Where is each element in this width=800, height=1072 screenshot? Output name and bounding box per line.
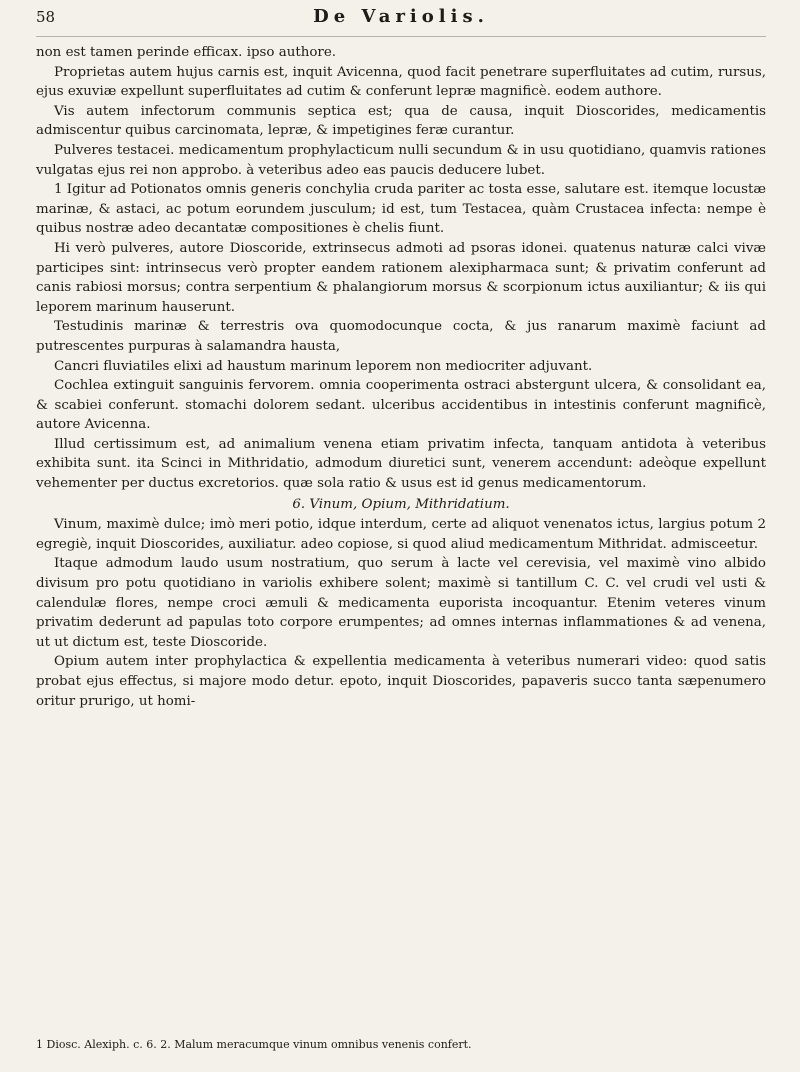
- paragraph: Itaque admodum laudo usum nostratium, quo serum à lacte vel cerevisia, vel maximè vino albido divisum pro potu quotidiano in variolis exhibere solent; maximè si tantillum C. C. vel crudi vel usti & calendulæ flores, nempe croci æmuli & medicamenta euporista incoquantur. Etenim veteres vinum privatim dederunt ad papulas toto corpore erumpentes; ad omnes internas inflammationes & ad venena, ut ut dictum est, teste Dioscoride.: [36, 556, 766, 650]
- page-number: 58: [36, 8, 56, 26]
- footnote: 1 Diosc. Alexiph. c. 6. 2. Malum meracumque vinum omnibus venenis confert.: [36, 1038, 472, 1051]
- paragraph: Testudinis marinæ & terrestris ova quomodocunque cocta, & jus ranarum maximè faciunt ad putrescentes purpuras à salamandra hausta,: [36, 319, 766, 354]
- page-body: [36, 43, 766, 711]
- paragraph: non est tamen perinde efficax. ipso authore.: [36, 45, 336, 60]
- paragraph: Opium autem inter prophylactica & expellentia medicamenta à veteribus numerari video: quod satis probat ejus effectus, si majore modo detur. epoto, inquit Dioscorides, papaveris succo tanta sæpenumero oritur prurigo, ut homi-: [36, 654, 766, 709]
- paragraph: Vinum, maximè dulce; imò meri potio, idque interdum, certe ad aliquot venenatos ictus, largius potum 2 egregiè, inquit Dioscorides, auxiliatur. adeo copiose, si quod aliud medicamentum Mithridat. admisceetur.: [36, 517, 766, 552]
- running-title: De Variolis.: [313, 6, 489, 27]
- paragraph: 1 Igitur ad Potionatos omnis generis conchylia cruda pariter ac tosta esse, salutare est. itemque locustæ marinæ, & astaci, ac potum eorundem jusculum; id est, tum Testacea, quàm Crustacea infecta: nempe è quibus nostræ adeo decantatæ compositiones è chelis fiunt.: [36, 182, 766, 237]
- paragraph: Cochlea extinguit sanguinis fervorem. omnia cooperimenta ostraci abstergunt ulcera, & consolidant ea, & scabiei conferunt. stomachi dolorem sedant. ulceribus accidentibus in intestinis conferunt magnificè, autore Avicenna.: [36, 378, 766, 433]
- paragraph: Illud certissimum est, ad animalium venena etiam privatim infecta, tanquam antidota à veteribus exhibita sunt. ita Scinci in Mithridatio, admodum diuretici sunt, venerem accendunt: adeòque expellunt vehementer per ductus excretorios. quæ sola ratio & usus est id genus medicamentorum.: [36, 436, 766, 492]
- paragraph: Proprietas autem hujus carnis est, inquit Avicenna, quod facit penetrare superfluitates ad cutim, rursus, ejus exuviæ expellunt superfluitates ad cutim & conferunt lepræ magnificè. eodem authore.: [36, 64, 766, 100]
- section-heading: 6. Vinum, Opium, Mithridatium.: [292, 496, 510, 512]
- paragraph: Cancri fluviatiles elixi ad haustum marinum leporem non mediocriter adjuvant.: [54, 358, 593, 374]
- paragraph: Vis autem infectorum communis septica est; qua de causa, inquit Dioscorides, medicamentis admiscentur quibus carcinomata, lepræ, & impetigines feræ curantur.: [36, 103, 766, 139]
- paragraph: Hi verò pulveres, autore Dioscoride, extrinsecus admoti ad psoras idonei. quatenus naturæ calci vivæ participes sint: intrinsecus verò propter eandem rationem alexipharmaca sunt; & privatim conferunt ad canis rabiosi morsus; contra serpentium & phalangiorum morsus & scorpionum ictus auxiliantur; & iis qui leporem marinum hauserunt.: [36, 240, 766, 315]
- page-header: [36, 6, 766, 37]
- paragraph: Pulveres testacei. medicamentum prophylacticum nulli secundum & in usu quotidiano, quamvis rationes vulgatas ejus rei non approbo. à veteribus adeo eas paucis deducere lubet.: [36, 142, 766, 178]
